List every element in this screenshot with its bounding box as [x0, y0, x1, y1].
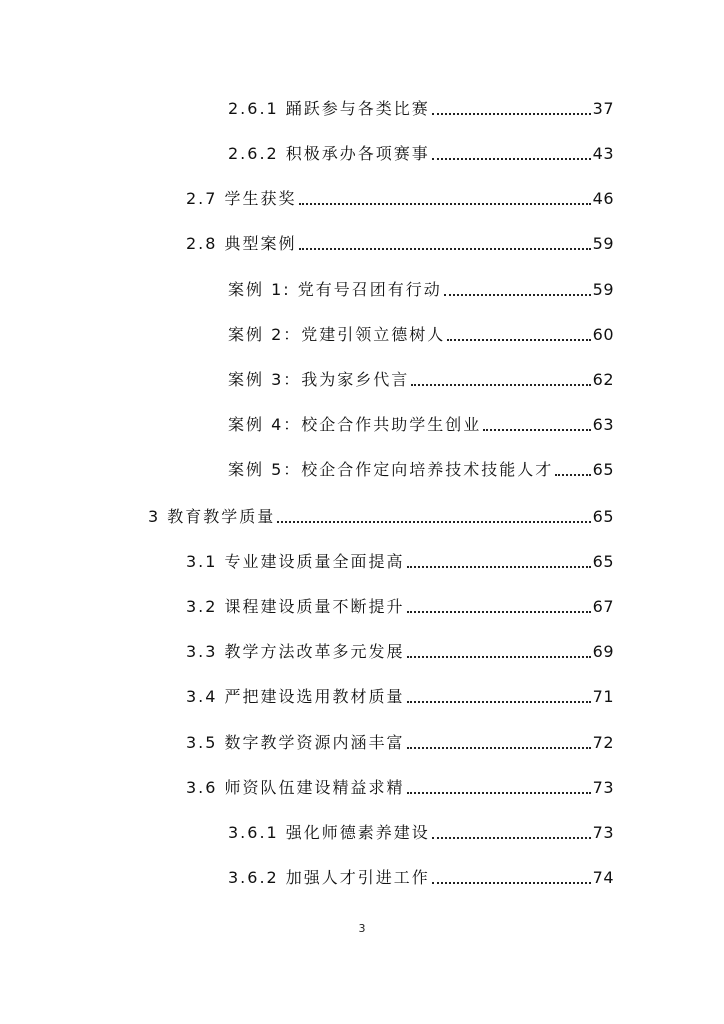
toc-entry-page: 67 [592, 597, 614, 616]
dot-leader [299, 248, 591, 250]
toc-entry[interactable] [228, 275, 614, 301]
toc-entry[interactable] [228, 139, 614, 165]
toc-entry-page: 74 [592, 868, 614, 887]
dot-leader [407, 747, 591, 749]
dot-leader [407, 566, 591, 568]
toc-entry[interactable] [228, 320, 614, 346]
toc-entry-label: 3.3 教学方法改革多元发展 [186, 642, 405, 661]
dot-leader [432, 882, 591, 884]
dot-leader [407, 701, 591, 703]
toc-entry-label: 3.5 数字教学资源内涵丰富 [186, 733, 405, 752]
toc-entry-page: 62 [592, 370, 614, 389]
toc-entry[interactable] [228, 365, 614, 391]
toc-entry[interactable] [186, 592, 614, 618]
toc-entry[interactable] [186, 547, 614, 573]
toc-entry-label: 3.6.1 强化师德素养建设 [228, 823, 430, 842]
toc-entry[interactable] [186, 184, 614, 210]
toc-entry-page: 73 [592, 823, 614, 842]
toc-entry-label: 案例 1: 党有号召团有行动 [228, 280, 442, 299]
toc-entry-label: 3.4 严把建设选用教材质量 [186, 687, 405, 706]
toc-entry-label: 案例 2：党建引领立德树人 [228, 325, 446, 344]
dot-leader [432, 158, 591, 160]
toc-entry[interactable] [148, 502, 614, 528]
dot-leader [407, 656, 591, 658]
toc-entry-page: 59 [592, 280, 614, 299]
dot-leader [407, 792, 591, 794]
dot-leader [432, 837, 591, 839]
dot-leader [555, 474, 590, 476]
toc-entry[interactable] [186, 728, 614, 754]
toc-entry-page: 65 [592, 552, 614, 571]
toc-entry[interactable] [228, 818, 614, 844]
toc-entry-label: 3 教育教学质量 [148, 507, 276, 526]
toc-entry[interactable] [228, 863, 614, 889]
toc-entry-page: 46 [592, 189, 614, 208]
toc-entry-label: 2.6.1 踊跃参与各类比赛 [228, 99, 430, 118]
dot-leader [483, 429, 590, 431]
toc-entry[interactable] [228, 94, 614, 120]
toc-entry-label: 案例 4：校企合作共助学生创业 [228, 415, 482, 434]
dot-leader [447, 339, 590, 341]
toc-entry-page: 69 [592, 642, 614, 661]
dot-leader [411, 384, 590, 386]
toc-entry-label: 2.7 学生获奖 [186, 189, 297, 208]
toc-entry[interactable] [186, 682, 614, 708]
toc-entry-label: 2.6.2 积极承办各项赛事 [228, 144, 430, 163]
toc-entry-page: 73 [592, 778, 614, 797]
toc-entry[interactable] [186, 229, 614, 255]
toc-entry-page: 71 [592, 687, 614, 706]
toc-entry-label: 案例 3：我为家乡代言 [228, 370, 410, 389]
toc-entry-label: 2.8 典型案例 [186, 234, 297, 253]
toc-entry-label: 3.1 专业建设质量全面提高 [186, 552, 405, 571]
toc-entry-page: 65 [592, 460, 614, 479]
toc-entry-page: 43 [592, 144, 614, 163]
toc-entry-label: 3.6 师资队伍建设精益求精 [186, 778, 405, 797]
toc-entry[interactable] [228, 455, 614, 481]
toc-entry-page: 72 [592, 733, 614, 752]
page-number: 3 [358, 922, 366, 935]
toc-entry-label: 3.6.2 加强人才引进工作 [228, 868, 430, 887]
dot-leader [432, 113, 591, 115]
toc-entry[interactable] [186, 773, 614, 799]
toc-entry[interactable] [228, 410, 614, 436]
dot-leader [277, 521, 590, 523]
toc-entry-page: 65 [592, 507, 614, 526]
toc-entry-page: 37 [592, 99, 614, 118]
toc-entry-label: 3.2 课程建设质量不断提升 [186, 597, 405, 616]
toc-entry-label: 案例 5：校企合作定向培养技术技能人才 [228, 460, 554, 479]
toc-entry-page: 60 [592, 325, 614, 344]
dot-leader [299, 203, 591, 205]
toc-entry-page: 63 [592, 415, 614, 434]
toc-entry-page: 59 [592, 234, 614, 253]
dot-leader [444, 294, 591, 296]
dot-leader [407, 611, 591, 613]
toc-entry[interactable] [186, 637, 614, 663]
